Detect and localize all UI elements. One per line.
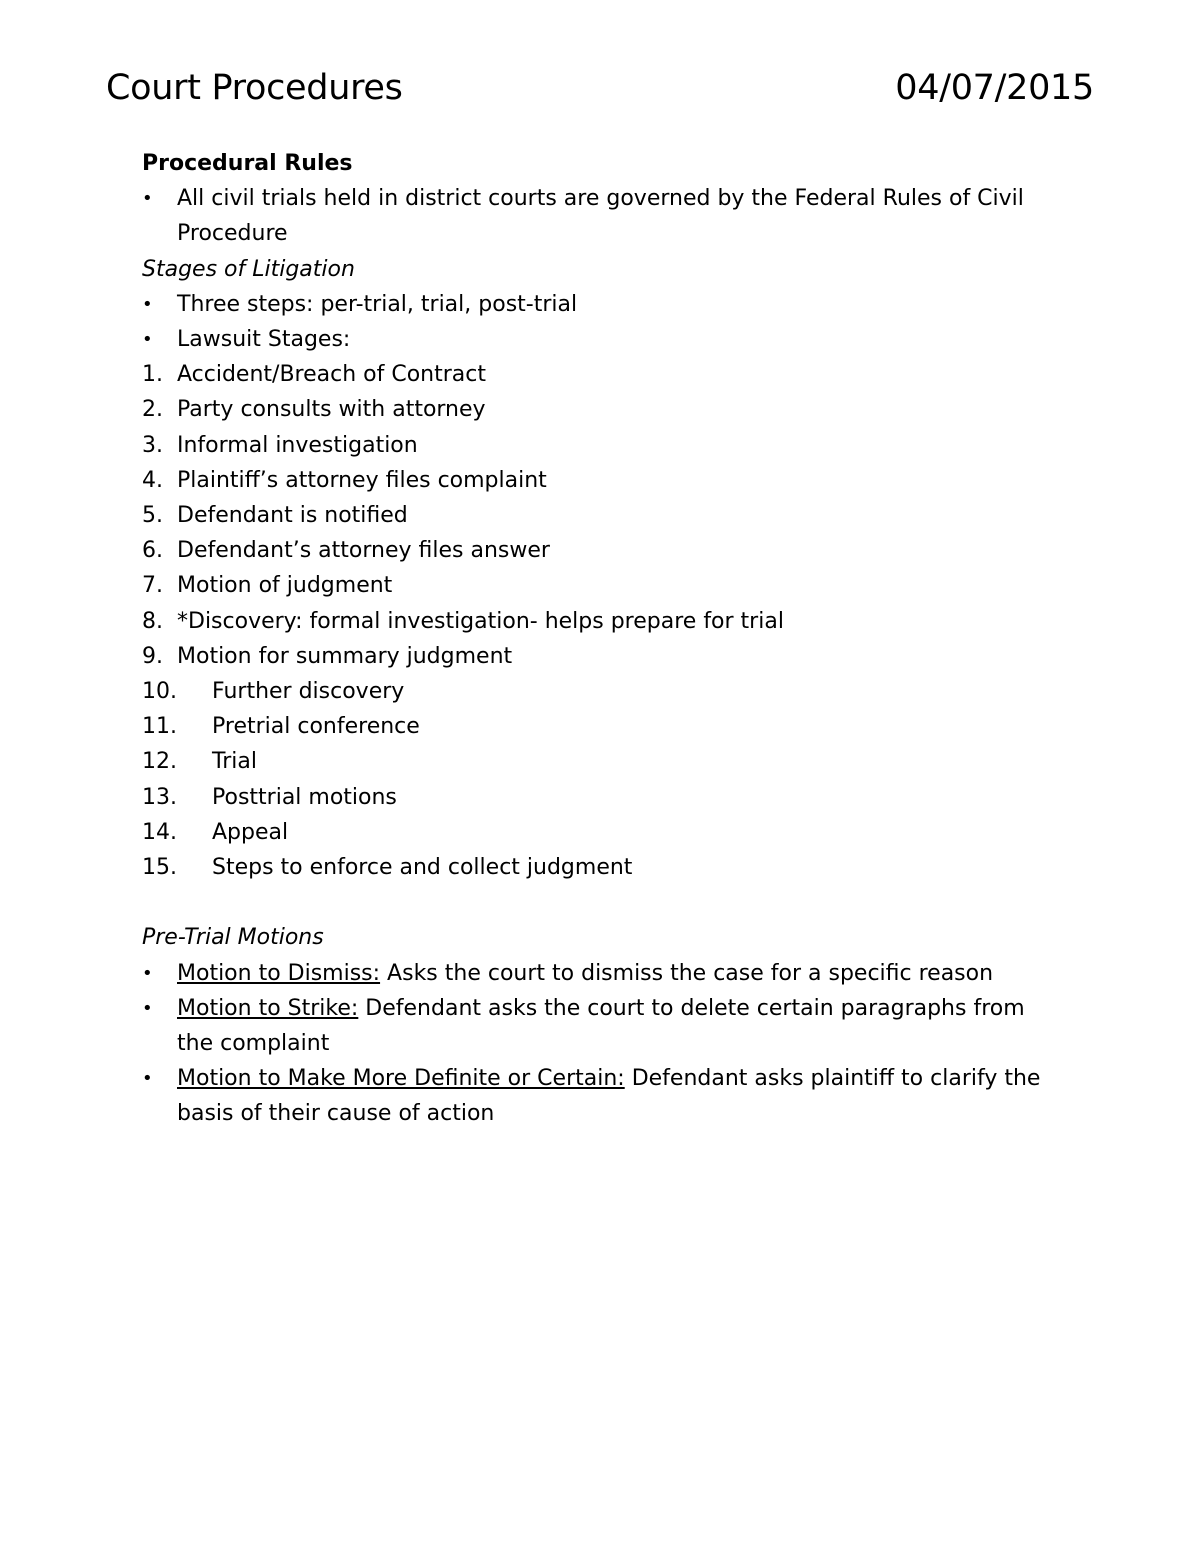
step-number: 2. xyxy=(142,397,163,423)
numbered-step xyxy=(142,674,1062,709)
bullet-item xyxy=(142,181,1067,251)
step-text: Defendant’s attorney files answer xyxy=(177,538,550,564)
document-header xyxy=(106,68,1094,118)
numbered-step xyxy=(142,709,1062,744)
bullet-item xyxy=(142,287,1062,322)
step-number: 15. xyxy=(142,855,177,881)
motion-term: Motion to Make More Definite or Certain: xyxy=(177,1066,625,1092)
bullet-item xyxy=(142,1061,1067,1131)
step-text: Pretrial conference xyxy=(212,714,420,740)
numbered-step xyxy=(142,568,1062,603)
bullet-text: Lawsuit Stages: xyxy=(177,327,351,353)
step-number: 12. xyxy=(142,749,177,775)
step-text: Further discovery xyxy=(212,679,405,705)
numbered-step xyxy=(142,639,1062,674)
step-text: Trial xyxy=(212,749,257,775)
step-text: Informal investigation xyxy=(177,432,418,458)
step-number: 11. xyxy=(142,714,177,740)
step-text: Steps to enforce and collect judgment xyxy=(212,855,633,881)
step-number: 5. xyxy=(142,503,163,529)
step-text: Accident/Breach of Contract xyxy=(177,362,486,388)
numbered-step xyxy=(142,815,1062,850)
numbered-step xyxy=(142,533,1062,568)
step-number: 9. xyxy=(142,643,163,669)
bullet-text: Three steps: per-trial, trial, post-trial xyxy=(177,291,578,317)
numbered-step xyxy=(142,744,1062,779)
document-date: 04/07/2015 xyxy=(895,68,1094,108)
step-text: Motion of judgment xyxy=(177,573,393,599)
step-text: Party consults with attorney xyxy=(177,397,486,423)
step-number: 4. xyxy=(142,467,163,493)
bullet-icon: • xyxy=(142,997,153,1019)
bullet-text: All civil trials held in district courts are governed by the Federal Rules of Civil Procedure xyxy=(177,186,1024,247)
step-number: 7. xyxy=(142,573,163,599)
document-body xyxy=(142,146,1062,1132)
motion-term: Motion to Strike: xyxy=(177,995,359,1021)
step-number: 6. xyxy=(142,538,163,564)
numbered-step xyxy=(142,498,1062,533)
blank-line xyxy=(142,885,1062,920)
section-heading-procedural-rules: Procedural Rules xyxy=(142,151,353,176)
numbered-step xyxy=(142,428,1062,463)
step-text: Plaintiff’s attorney files complaint xyxy=(177,467,547,493)
motion-term: Motion to Dismiss: xyxy=(177,960,381,986)
motion-description: Defendant asks the court to delete certain paragraphs from the complaint xyxy=(177,995,1025,1057)
numbered-step xyxy=(142,850,1062,885)
step-text: Appeal xyxy=(212,819,289,845)
motion-description: Defendant asks plaintiff to clarify the basis of their cause of action xyxy=(177,1066,1041,1127)
step-number: 3. xyxy=(142,432,163,458)
bullet-item xyxy=(142,991,1067,1061)
numbered-step xyxy=(142,604,1062,639)
step-text: Defendant is notified xyxy=(177,503,408,529)
motion-description: Asks the court to dismiss the case for a specific reason xyxy=(380,960,994,986)
step-number: 14. xyxy=(142,819,177,845)
step-number: 13. xyxy=(142,784,177,810)
bullet-item xyxy=(142,956,1067,991)
step-number: 1. xyxy=(142,362,163,388)
step-text: Posttrial motions xyxy=(212,784,397,810)
section-heading-pretrial-motions: Pre-Trial Motions xyxy=(142,925,324,951)
step-text: Motion for summary judgment xyxy=(177,643,513,669)
section-heading-stages: Stages of Litigation xyxy=(142,256,355,282)
bullet-icon: • xyxy=(142,188,153,210)
step-text: *Discovery: formal investigation- helps prepare for trial xyxy=(177,608,784,634)
numbered-step xyxy=(142,392,1062,427)
document-title: Court Procedures xyxy=(106,68,403,108)
numbered-step xyxy=(142,357,1062,392)
numbered-step xyxy=(142,780,1062,815)
step-number: 8. xyxy=(142,608,163,634)
bullet-icon: • xyxy=(142,293,153,315)
numbered-step xyxy=(142,463,1062,498)
bullet-icon: • xyxy=(142,1068,153,1090)
bullet-item xyxy=(142,322,1062,357)
step-number: 10. xyxy=(142,679,177,705)
bullet-icon: • xyxy=(142,329,153,351)
bullet-icon: • xyxy=(142,962,153,984)
